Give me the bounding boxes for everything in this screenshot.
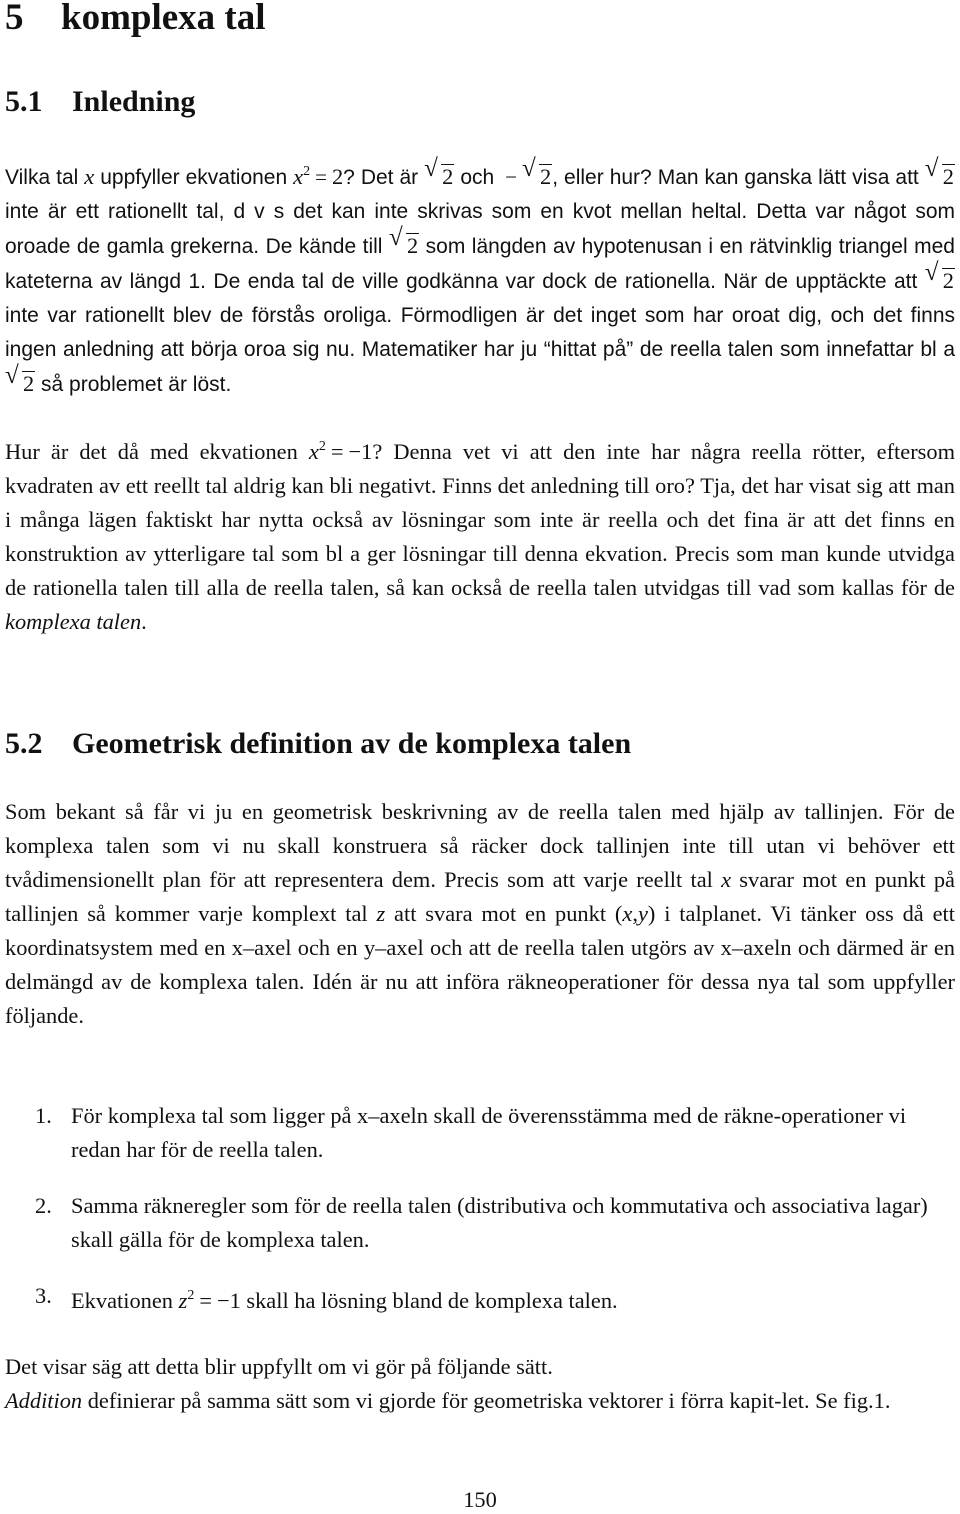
section-5-1-heading [5, 82, 195, 122]
section-title: Inledning [72, 85, 196, 118]
list-item: 1. För komplexa tal som ligger på x–axeln skall de överensstämma med de räkne-operationer vi redan har för de reella talen. [35, 1103, 907, 1162]
sqrt-2: √ 2 [522, 155, 552, 189]
list-item: 2. Samma räkneregler som för de reella talen (distributiva och kommutativa och associativa lagar) skall gälla för de komplexa talen. [35, 1193, 928, 1252]
list-item: 3. Ekvationen $z^2 = -1$ skall ha lösning bland de komplexa talen. [35, 1283, 618, 1313]
chapter-title-text: komplexa tal [61, 0, 266, 38]
section-number: 5.1 [5, 85, 43, 118]
section-number: 5.2 [5, 727, 43, 760]
chapter-number: 5 [5, 0, 24, 38]
section-5-2-paragraph-1: Som bekant så får vi ju en geometrisk beskrivning av de reella talen med hjälp av tallinjen. För de komplexa talen som vi nu skall konstruera så räcker dock tallinjen inte till utan vi behöver ett tvådimensionellt plan för att representera dem. Precis som att varje reellt tal x svarar mot en punkt på tallinjen så kommer varje komplext tal z att svara mot en punkt (x,y) i talplanet. Vi tänker oss då ett koordinatsystem med en x–axel och en y–axel och att de reella talen utgörs av x–axeln och därmed är en delmängd av de komplexa talen. Idén är nu att införa räkneoperationer för dessa nya tal som uppfyller följande. [5, 799, 955, 1028]
requirements-list [5, 1099, 955, 1318]
sqrt-2: √ 2 [924, 259, 954, 293]
section-5-2-paragraph-2: Det visar säg att detta blir uppfyllt om vi gör på följande sätt. [5, 1354, 553, 1379]
section-5-1-paragraph-2: Hur är det då med ekvationen $x^2 = -1$? Denna vet vi att den inte har några reella rötter, eftersom kvadraten av ett reellt tal aldrig kan bli negativt. Finns det anledning till oro? Tja, det har visat sig att man i många lägen faktiskt har nytta också av lösningar som inte är reella och det fina är att det finns en konstruktion av ytterligare tal som bl a ger lösningar till denna ekvation. Precis som man kunde utvidga de rationella talen till alla de reella talen, så kan också de reella talen utvidgas till vad som kallas för de komplexa talen. [5, 439, 955, 634]
section-5-2-heading [5, 724, 631, 764]
sqrt-2: √ 2 [424, 155, 454, 189]
page-number: 150 [463, 1487, 497, 1512]
sqrt-2: √ 2 [924, 155, 954, 189]
chapter-title [5, 0, 266, 44]
section-title: Geometrisk definition av de komplexa talen [72, 727, 632, 760]
section-5-2-paragraph-3: Addition definierar på samma sätt som vi gjorde för geometriska vektorer i förra kapit-let. Se fig.1. [5, 1388, 891, 1413]
section-5-1-paragraph-1: Vilka tal x uppfyller ekvationen $x^2 = 2$? Det är √ 2 och − √ 2, eller hur? Man kan ganska lätt visa att √ 2 inte är ett rationellt tal, d v s det kan inte skrivas som en kvot mellan heltal. Detta var något som oroade de gamla grekerna. De kände till √ 2 som längden av hypotenusan i en rätvinklig triangel med kateterna av längd 1. De enda tal de ville godkänna var dock de rationella. När de upptäckte att √ 2 inte var rationellt blev de förstås oroliga. Förmodligen är det inget som har oroat dig, och det finns ingen anledning att börja oroa sig nu. Matematiker har ju “hittat på” de reella talen som innefattar bl a √ 2 så problemet är löst. [5, 155, 955, 402]
sqrt-2: √ 2 [5, 362, 35, 396]
sqrt-2: √ 2 [388, 224, 419, 258]
